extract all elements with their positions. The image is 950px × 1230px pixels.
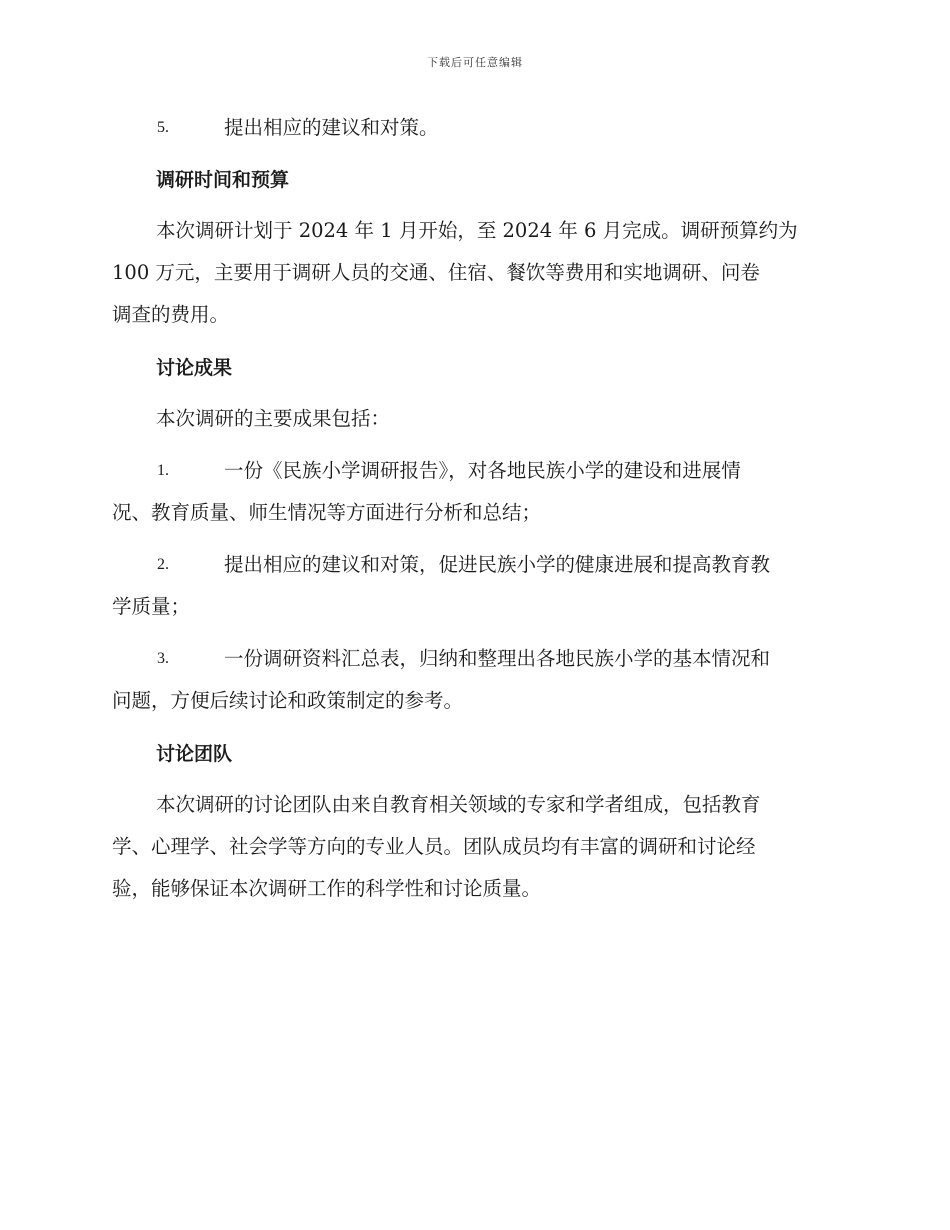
list-item-text: 一份调研资料汇总表，归纳和整理出各地民族小学的基本情况和: [224, 647, 771, 670]
paragraph-line: 验，能够保证本次调研工作的科学性和讨论质量。: [112, 877, 542, 900]
paragraph-time-budget: [112, 210, 838, 336]
section-heading-results: 讨论成果: [156, 357, 233, 379]
paragraph-results-intro: [112, 398, 838, 440]
list-number: 2.: [157, 556, 169, 573]
paragraph-line: 学、心理学、社会学等方向的专业人员。团队成员均有丰富的调研和讨论经: [112, 835, 756, 858]
list-item-1: [112, 450, 838, 534]
list-item-text-continued: 况、教育质量、师生情况等方面进行分析和总结；: [112, 501, 542, 524]
list-item-text-continued: 学质量；: [112, 595, 191, 618]
list-item-text: 一份《民族小学调研报告》，对各地民族小学的建设和进展情: [224, 459, 741, 482]
list-item-text: 提出相应的建议和对策，促进民族小学的健康进展和提高教育教: [224, 553, 771, 576]
paragraph-line: 本次调研的讨论团队由来自教育相关领域的专家和学者组成，包括教育: [156, 793, 761, 816]
paragraph-line: 本次调研计划于 2024 年 1 月开始，至 2024 年 6 月完成。调研预算约为: [156, 219, 798, 242]
list-item-2: [112, 544, 838, 628]
list-item-text-continued: 问题，方便后续讨论和政策制定的参考。: [112, 689, 464, 712]
list-item-5: [112, 106, 838, 150]
paragraph-line: 100 万元，主要用于调研人员的交通、住宿、餐饮等费用和实地调研、问卷: [112, 261, 760, 284]
page-header: 下载后可任意编辑: [427, 56, 523, 69]
list-item-text: 提出相应的建议和对策。: [224, 116, 439, 139]
list-number: 3.: [157, 650, 169, 667]
paragraph-line: 调查的费用。: [112, 303, 230, 326]
list-number: 1.: [157, 462, 169, 479]
document-body: [112, 106, 838, 920]
section-heading-team: 讨论团队: [156, 743, 233, 765]
list-item-3: [112, 638, 838, 722]
section-heading-time-budget: 调研时间和预算: [156, 169, 290, 191]
paragraph-team: [112, 784, 838, 910]
list-number: 5.: [157, 119, 169, 136]
paragraph-line: 本次调研的主要成果包括：: [156, 407, 391, 430]
